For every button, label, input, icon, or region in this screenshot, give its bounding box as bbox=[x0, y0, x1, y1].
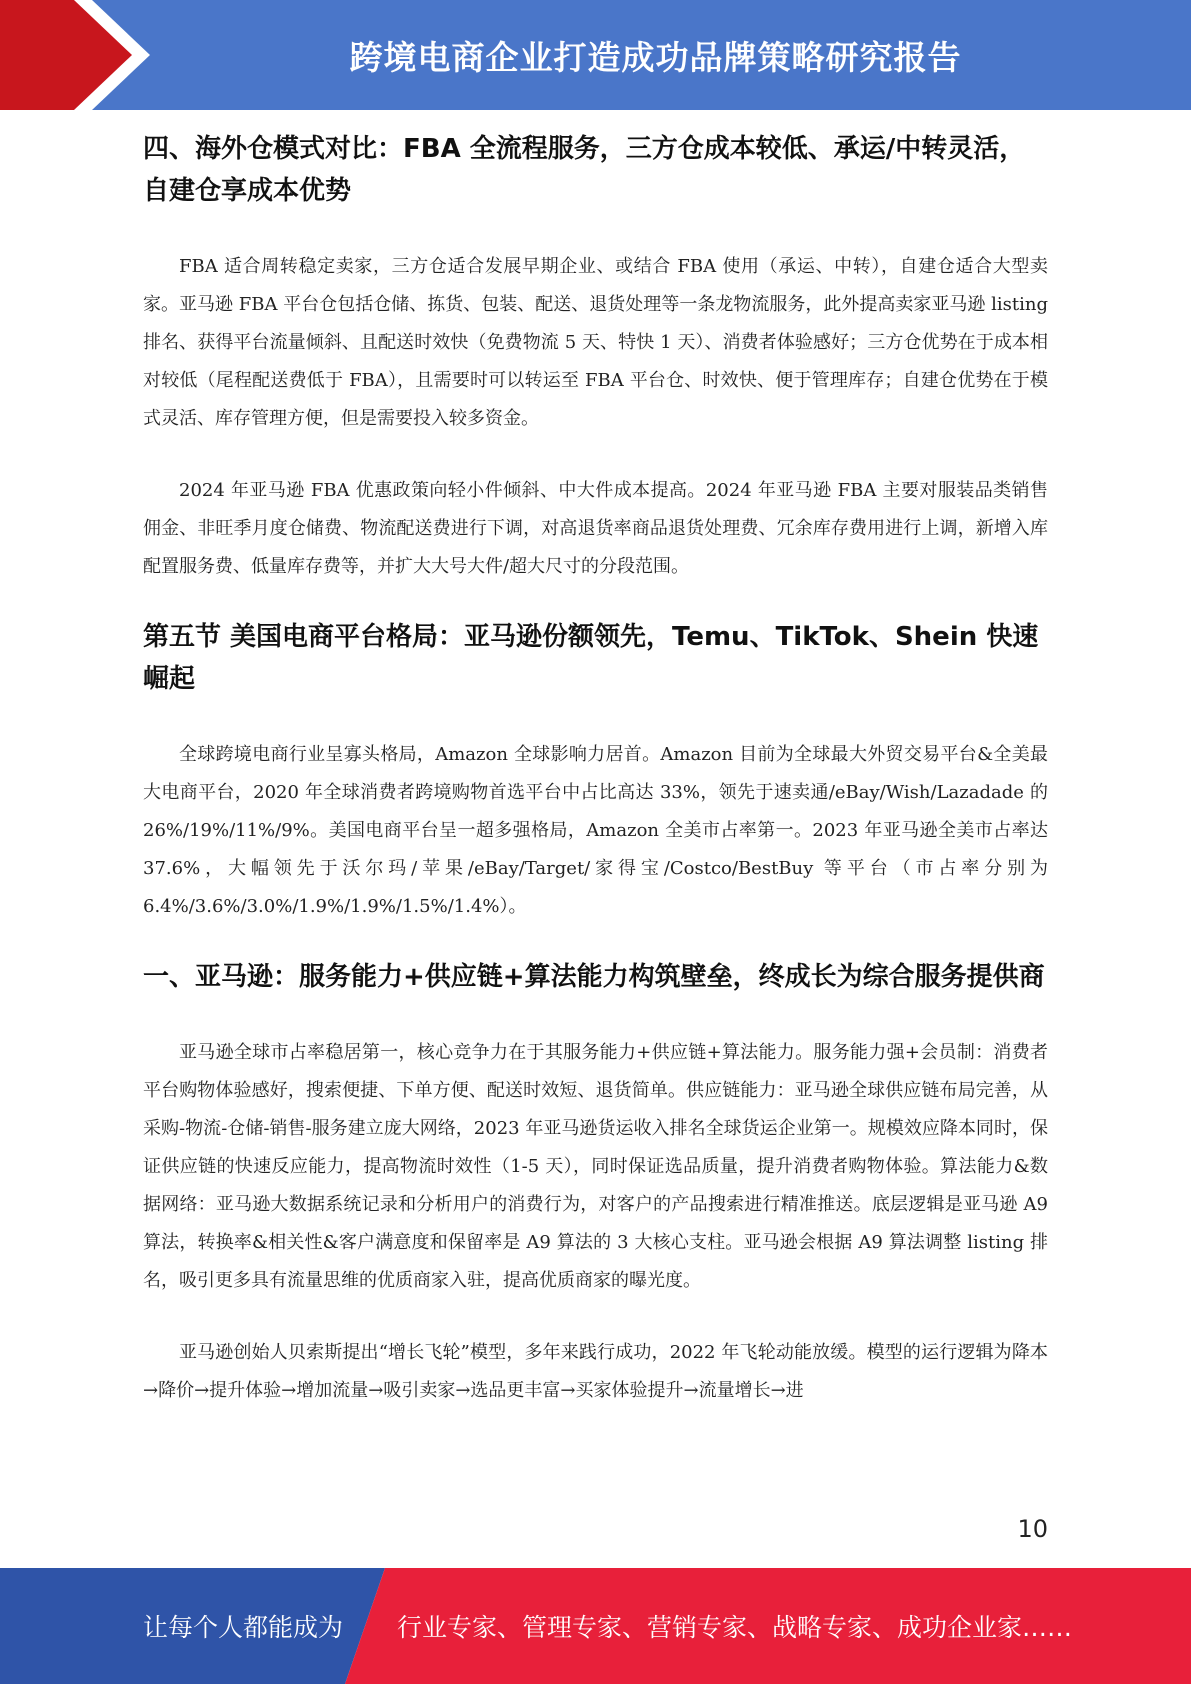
paragraph: FBA 适合周转稳定卖家，三方仓适合发展早期企业、或结合 FBA 使用（承运、中转），自建仓适合大型卖家。亚马逊 FBA 平台仓包括仓储、拣货、包装、配送、退货处理等一条龙物流服务，此外提高卖家亚马逊 listing 排名、获得平台流量倾斜、且配送时效快（免费物流 5 天、特快 1 天）、消费者体验感好；三方仓优势在于成本相对较低（尾程配送费低于 FBA），且需要时可以转运至 FBA 平台仓、时效快、便于管理库存；自建仓优势在于模式灵活、库存管理方便，但是需要投入较多资金。 bbox=[143, 256, 1048, 429]
paragraph: 2024 年亚马逊 FBA 优惠政策向轻小件倾斜、中大件成本提高。2024 年亚马逊 FBA 主要对服装品类销售佣金、非旺季月度仓储费、物流配送费进行下调，对高退货率商品退货处理费、冗余库存费用进行上调，新增入库配置服务费、低量库存费等，并扩大大号大件/超大尺寸的分段范围。 bbox=[143, 480, 1048, 577]
paragraph: 亚马逊创始人贝索斯提出“增长飞轮”模型，多年来践行成功，2022 年飞轮动能放缓。模型的运行逻辑为降本→降价→提升体验→增加流量→吸引卖家→选品更丰富→买家体验提升→流量增长→进 bbox=[143, 1342, 1048, 1401]
header-chevron bbox=[0, 0, 132, 110]
report-title: 跨境电商企业打造成功品牌策略研究报告 bbox=[349, 37, 962, 77]
section-heading-overseas-warehouse: 四、海外仓模式对比：FBA 全流程服务，三方仓成本较低、承运/中转灵活，自建仓享成本优势 bbox=[143, 134, 1026, 206]
document-body bbox=[143, 128, 1048, 1410]
page-header bbox=[0, 0, 1191, 110]
section-heading-us-ecommerce: 第五节 美国电商平台格局：亚马逊份额领先，Temu、TikTok、Shein 快速崛起 bbox=[143, 622, 1039, 694]
paragraph: 全球跨境电商行业呈寡头格局，Amazon 全球影响力居首。Amazon 目前为全球最大外贸交易平台&全美最大电商平台，2020 年全球消费者跨境购物首选平台中占比高达 33%，领先于速卖通/eBay/Wish/Lazadade 的 26%/19%/11%/9%。美国电商平台呈一超多强格局，Amazon 全美市占率第一。2023 年亚马逊全美市占率达 37.6%，大幅领先于沃尔玛/苹果/eBay/Target/家得宝/Costco/BestBuy 等平台（市占率分别为 6.4%/3.6%/3.0%/1.9%/1.9%/1.5%/1.4%）。 bbox=[143, 744, 1048, 917]
page-footer bbox=[0, 1568, 1191, 1684]
page-number: 10 bbox=[1017, 1515, 1048, 1543]
footer-slogan-left: 让每个人都能成为 bbox=[143, 1613, 344, 1642]
footer-slogan-right: 行业专家、管理专家、营销专家、战略专家、成功企业家…… bbox=[397, 1613, 1073, 1642]
paragraph: 亚马逊全球市占率稳居第一，核心竞争力在于其服务能力+供应链+算法能力。服务能力强+会员制：消费者平台购物体验感好，搜索便捷、下单方便、配送时效短、退货简单。供应链能力：亚马逊全球供应链布局完善，从采购-物流-仓储-销售-服务建立庞大网络，2023 年亚马逊货运收入排名全球货运企业第一。规模效应降本同时，保证供应链的快速反应能力，提高物流时效性（1-5 天），同时保证选品质量，提升消费者购物体验。算法能力&数据网络：亚马逊大数据系统记录和分析用户的消费行为，对客户的产品搜索进行精准推送。底层逻辑是亚马逊 A9 算法，转换率&相关性&客户满意度和保留率是 A9 算法的 3 大核心支柱。亚马逊会根据 A9 算法调整 listing 排名，吸引更多具有流量思维的优质商家入驻，提高优质商家的曝光度。 bbox=[143, 1042, 1048, 1291]
section-heading-amazon: 一、亚马逊：服务能力+供应链+算法能力构筑壁垒，终成长为综合服务提供商 bbox=[143, 962, 1045, 992]
